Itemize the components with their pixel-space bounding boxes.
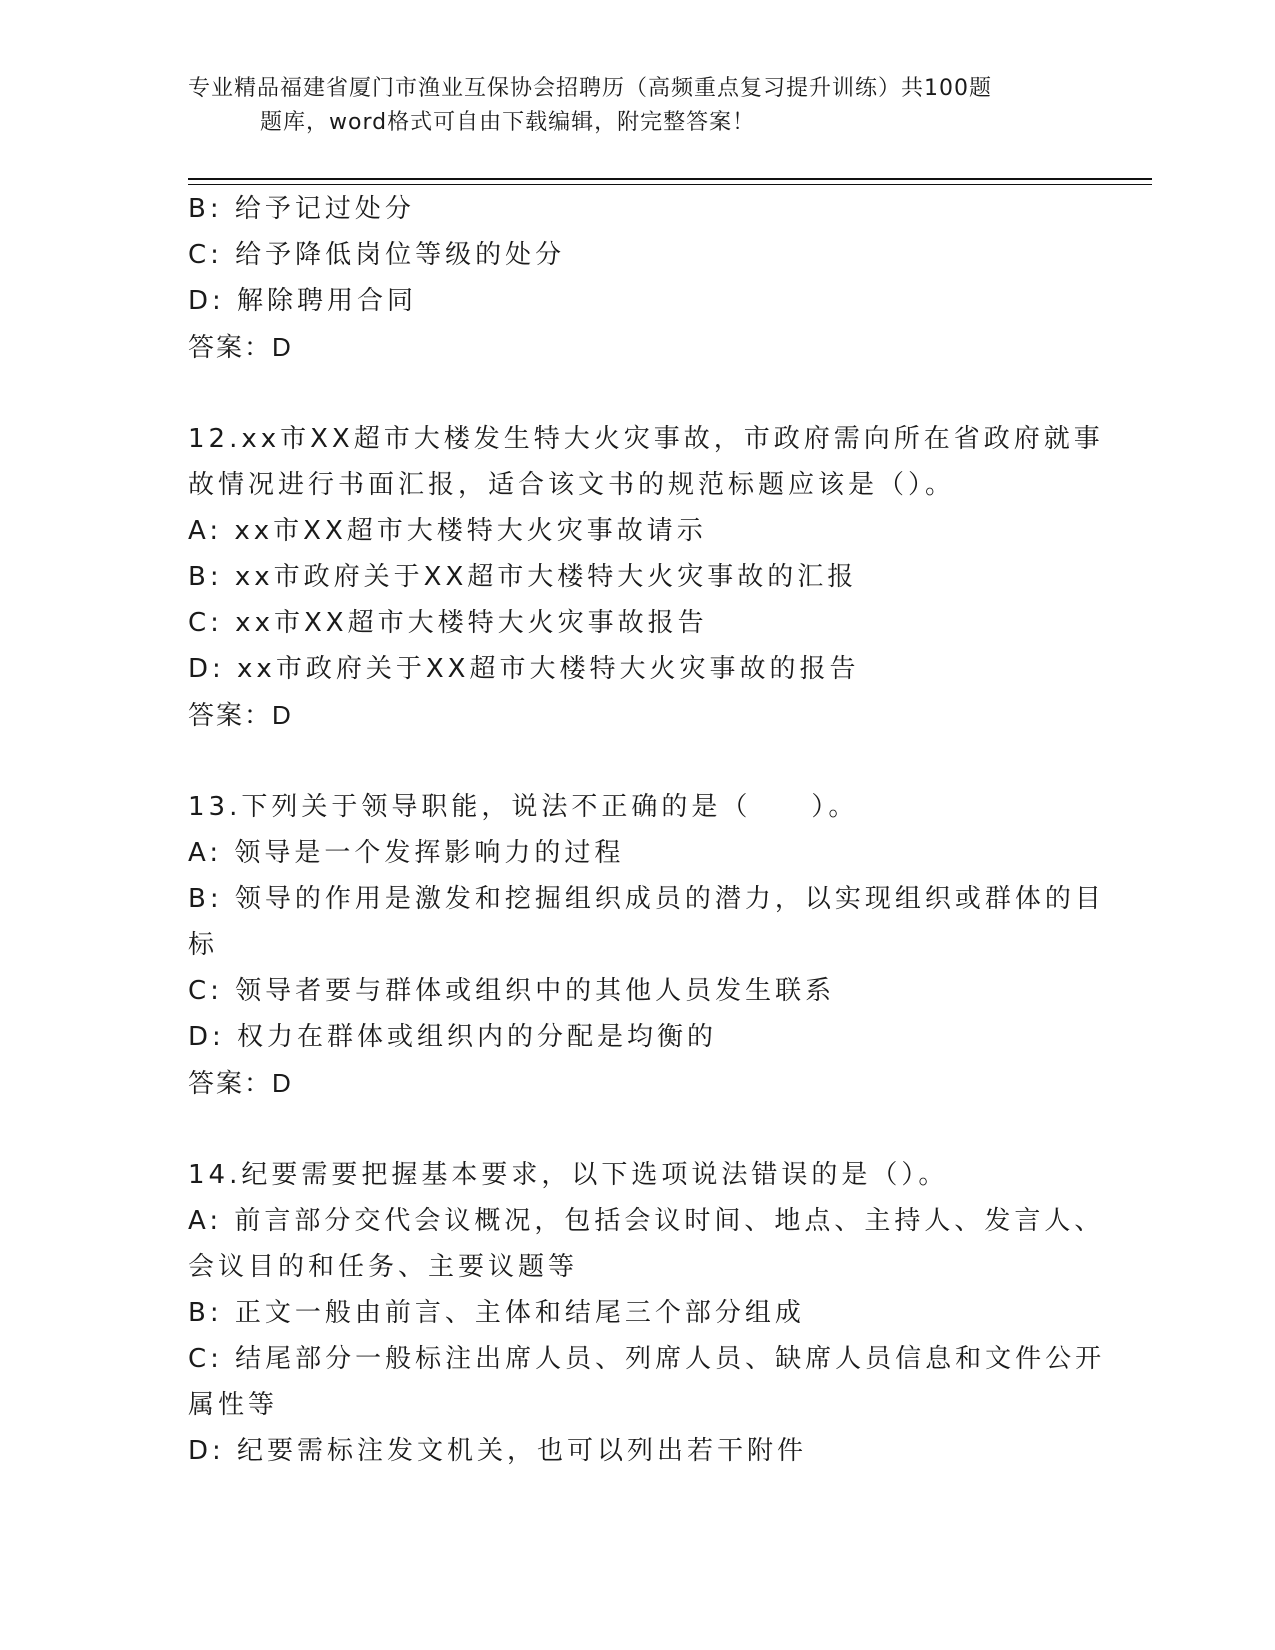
- option-a: A: 前言部分交代会议概况，包括会议时间、地点、主持人、发言人、: [188, 1206, 1105, 1236]
- answer-line: 答案：D: [188, 700, 293, 730]
- option-c: C: 领导者要与群体或组织中的其他人员发生联系: [188, 976, 836, 1006]
- question-stem: 14.纪要需要把握基本要求，以下选项说法错误的是（）。: [188, 1160, 949, 1190]
- option-b: B: 正文一般由前言、主体和结尾三个部分组成: [188, 1298, 805, 1328]
- option-c: C: 结尾部分一般标注出席人员、列席人员、缺席人员信息和文件公开: [188, 1344, 1106, 1374]
- option-c: C: xx市XX超市大楼特大火灾事故报告: [188, 608, 708, 638]
- answer-line: 答案：D: [188, 1068, 293, 1098]
- question-stem: 故情况进行书面汇报，适合该文书的规范标题应该是（）。: [188, 470, 956, 500]
- header-title-line-2: 题库，word格式可自由下载编辑，附完整答案！: [260, 110, 756, 135]
- option-d: D: xx市政府关于XX超市大楼特大火灾事故的报告: [188, 654, 860, 684]
- option-b-continued: 标: [188, 930, 219, 960]
- option-b: B: xx市政府关于XX超市大楼特大火灾事故的汇报: [188, 562, 858, 592]
- question-13: [188, 784, 1105, 1106]
- header-title-line-1: 专业精品福建省厦门市渔业互保协会招聘历（高频重点复习提升训练）共100题: [188, 76, 992, 101]
- question-content: [188, 186, 1106, 1474]
- question-stem: 13.下列关于领导职能，说法不正确的是（ ）。: [188, 792, 859, 822]
- spacer: [188, 370, 1088, 416]
- header-divider-thin: [188, 184, 1152, 185]
- option-b: B: 给予记过处分: [188, 194, 415, 224]
- spacer: [188, 738, 1088, 784]
- option-d: D: 权力在群体或组织内的分配是均衡的: [188, 1022, 718, 1052]
- option-a-continued: 会议目的和任务、主要议题等: [188, 1252, 579, 1282]
- option-c: C: 给予降低岗位等级的处分: [188, 240, 566, 270]
- page-header: [188, 72, 1068, 140]
- question-12: [188, 416, 1104, 738]
- option-a: A: xx市XX超市大楼特大火灾事故请示: [188, 516, 707, 546]
- header-divider-thick: [188, 178, 1152, 180]
- question-14: [188, 1152, 1106, 1474]
- spacer: [188, 1106, 1088, 1152]
- question-11-continued: [188, 186, 1088, 370]
- option-b: B: 领导的作用是激发和挖掘组织成员的潜力，以实现组织或群体的目: [188, 884, 1105, 914]
- answer-line: 答案：D: [188, 332, 293, 362]
- option-a: A: 领导是一个发挥影响力的过程: [188, 838, 625, 868]
- option-d: D: 纪要需标注发文机关，也可以列出若干附件: [188, 1436, 808, 1466]
- option-c-continued: 属性等: [188, 1390, 279, 1420]
- option-d: D: 解除聘用合同: [188, 286, 418, 316]
- question-stem: 12.xx市XX超市大楼发生特大火灾事故，市政府需向所在省政府就事: [188, 424, 1104, 454]
